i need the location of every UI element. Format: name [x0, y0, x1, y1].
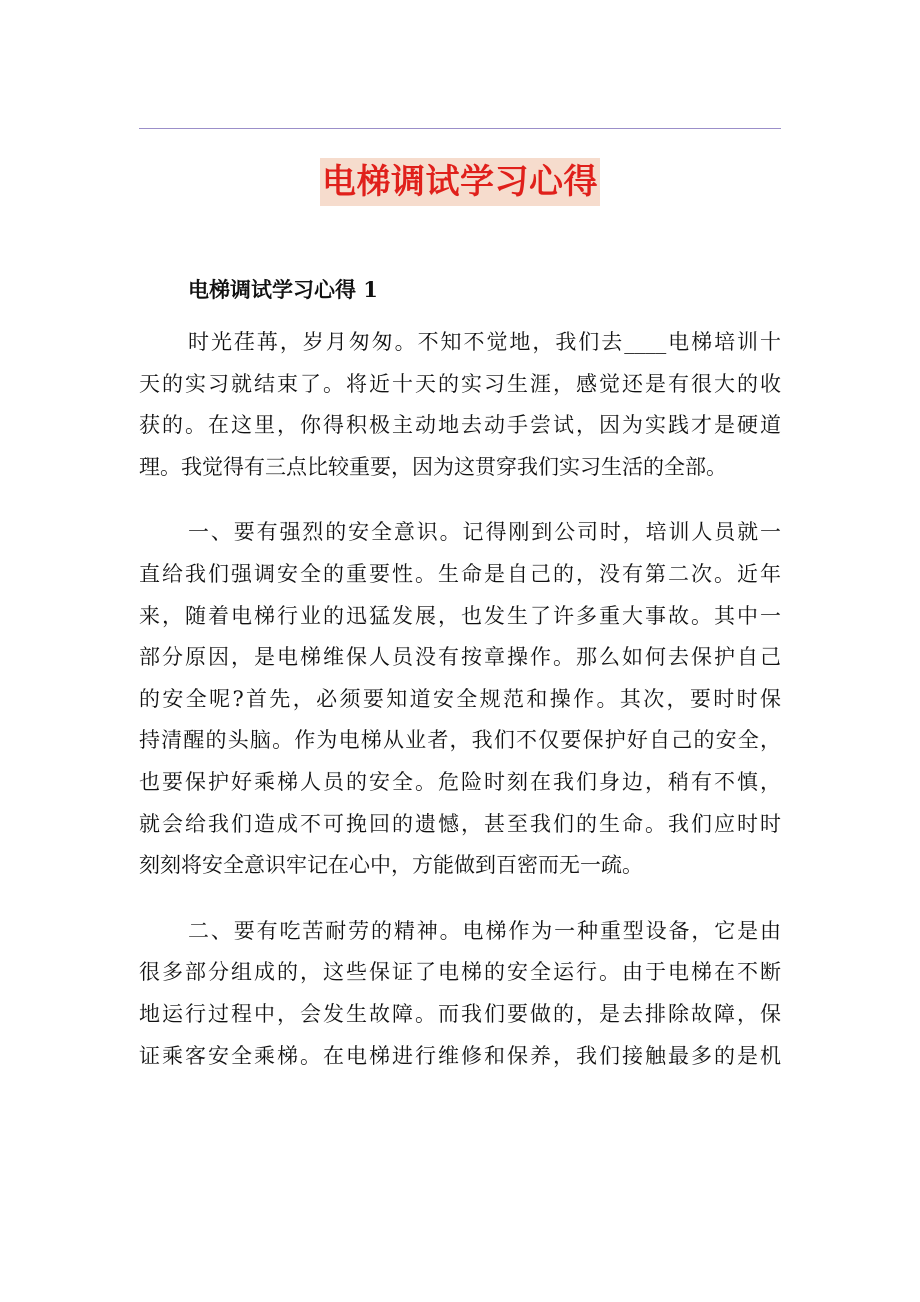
document-title: 电梯调试学习心得	[320, 158, 600, 206]
text-line: 时光荏苒，岁月匆匆。不知不觉地，我们去____电梯培训十	[188, 330, 781, 354]
text-line: 持清醒的头脑。作为电梯从业者，我们不仅要保护好自己的安全，	[139, 728, 781, 753]
text-line: 刻刻将安全意识牢记在心中，方能做到百密而无一疏。	[139, 853, 643, 878]
section-heading: 电梯调试学习心得 1	[188, 277, 378, 302]
text-line: 理。我觉得有三点比较重要，因为这贯穿我们实习生活的全部。	[139, 454, 727, 479]
text-line: 也要保护好乘梯人员的安全。危险时刻在我们身边，稍有不慎，	[139, 769, 781, 794]
text-line: 部分原因，是电梯维保人员没有按章操作。那么如何去保护自己	[139, 645, 781, 670]
text-line: 证乘客安全乘梯。在电梯进行维修和保养，我们接触最多的是机	[139, 1043, 781, 1068]
text-line: 获的。在这里，你得积极主动地去动手尝试，因为实践才是硬道	[139, 413, 781, 438]
title-container	[0, 158, 920, 206]
text-line: 地运行过程中，会发生故障。而我们要做的，是去排除故障，保	[139, 1001, 781, 1026]
text-line: 就会给我们造成不可挽回的遗憾，甚至我们的生命。我们应时时	[139, 811, 781, 836]
text-line: 来，随着电梯行业的迅猛发展，也发生了许多重大事故。其中一	[139, 603, 781, 628]
header-rule	[139, 128, 781, 129]
text-line: 的安全呢?首先，必须要知道安全规范和操作。其次，要时时保	[139, 686, 781, 711]
text-line: 一、要有强烈的安全意识。记得刚到公司时，培训人员就一	[188, 520, 781, 545]
text-line: 直给我们强调安全的重要性。生命是自己的，没有第二次。近年	[139, 561, 781, 586]
body-text	[139, 322, 781, 1101]
paragraph	[139, 322, 781, 488]
paragraph	[139, 512, 781, 886]
text-line: 二、要有吃苦耐劳的精神。电梯作为一种重型设备，它是由	[188, 918, 781, 943]
text-line: 天的实习就结束了。将近十天的实习生涯，感觉还是有很大的收	[139, 371, 781, 396]
paragraph	[139, 911, 781, 1077]
text-line: 很多部分组成的，这些保证了电梯的安全运行。由于电梯在不断	[139, 960, 781, 985]
